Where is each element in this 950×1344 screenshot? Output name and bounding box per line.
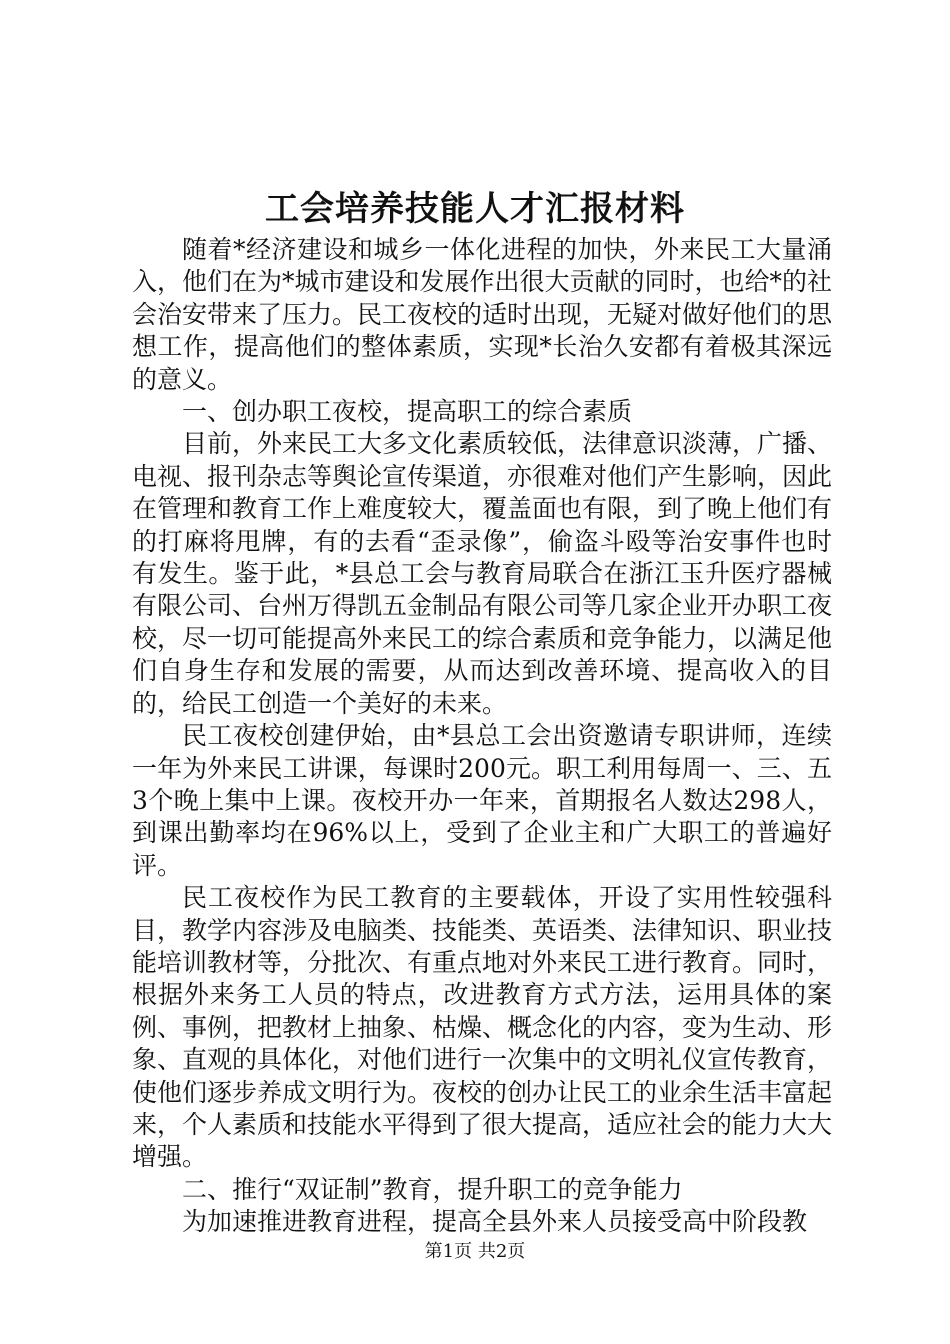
paragraph-current-situation: 目前，外来民工大多文化素质较低，法律意识淡薄，广播、电视、报刊杂志等舆论宣传渠道，亦很难对他们产生影响，因此在管理和教育工作上难度较大，覆盖面也有限，到了晚上他们有的打麻将甩牌，有的去看“歪录像”，偷盗斗殴等治安事件也时有发生。鉴于此，*县总工会与教育局联合在浙江玉升医疗器械有限公司、台州万得凯五金制品有限公司等几家企业开办职工夜校，尽一切可能提高外来民工的综合素质和竞争能力，以满足他们自身生存和发展的需要，从而达到改善环境、提高收入的目的，给民工创造一个美好的未来。 xyxy=(132,429,833,718)
paragraph-dual-certificate: 为加速推进教育进程，提高全县外来人员接受高中阶段教 xyxy=(182,1207,808,1237)
document-body xyxy=(132,234,832,1239)
section-heading-2: 二、推行“双证制”教育，提升职工的竞争能力 xyxy=(182,1174,683,1204)
paragraph-intro: 随着*经济建设和城乡一体化进程的加快，外来民工大量涌入，他们在为*城市建设和发展作出很大贡献的同时，也给*的社会治安带来了压力。民工夜校的适时出现，无疑对做好他们的思想工作，提高他们的整体素质，实现*长治久安都有着极其深远的意义。 xyxy=(132,235,833,394)
paragraph-night-school-founding: 民工夜校创建伊始，由*县总工会出资邀请专职讲师，连续一年为外来民工讲课，每课时200元。职工利用每周一、三、五3个晚上集中上课。夜校开办一年来，首期报名人数达298人，到课出勤率均在96%以上，受到了企业主和广大职工的普遍好评。 xyxy=(132,721,832,880)
page-footer: 第1页 共2页 xyxy=(424,1241,526,1262)
section-heading-1: 一、创办职工夜校，提高职工的综合素质 xyxy=(182,397,633,427)
paragraph-night-school-curriculum: 民工夜校作为民工教育的主要载体，开设了实用性较强科目，教学内容涉及电脑类、技能类、英语类、法律知识、职业技能培训教材等，分批次、有重点地对外来民工进行教育。同时，根据外来务工人员的特点，改进教育方式方法，运用具体的案例、事例，把教材上抽象、枯燥、概念化的内容，变为生动、形象、直观的具体化，对他们进行一次集中的文明礼仪宣传教育，使他们逐步养成文明行为。夜校的创办让民工的业余生活丰富起来，个人素质和技能水平得到了很大提高，适应社会的能力大大增强。 xyxy=(132,883,833,1172)
document-title: 工会培养技能人才汇报材料 xyxy=(265,189,685,229)
